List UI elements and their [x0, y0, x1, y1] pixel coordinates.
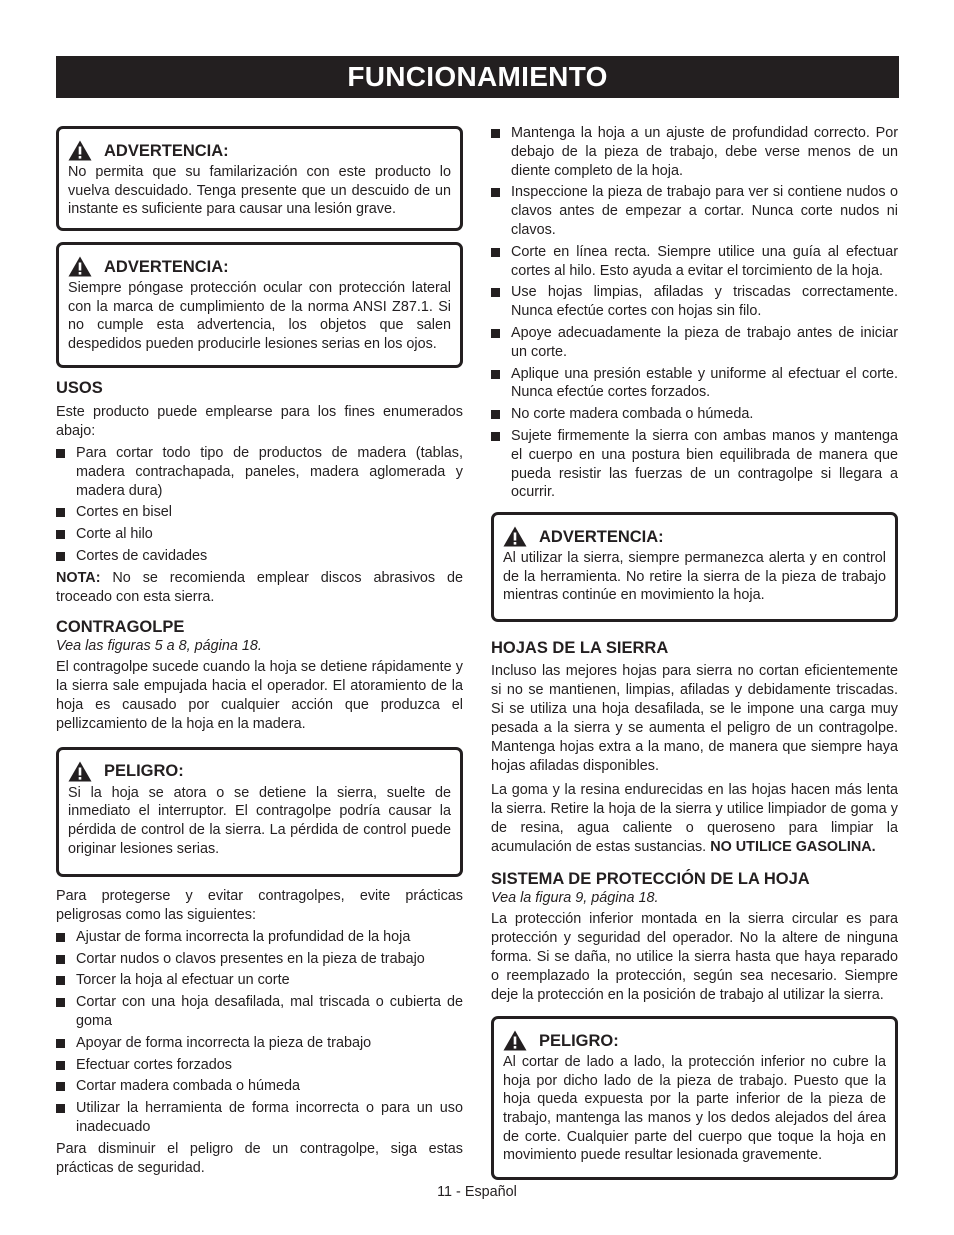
bullet-square-icon	[56, 552, 65, 561]
list-item: Mantenga la hoja a un ajuste de profundidad correcto. Por debajo de la pieza de trabajo, debe verse menos de un diente completo de la hoja.	[491, 124, 898, 180]
hojas-paragraph-2: La goma y la resina endurecidas en las hojas hacen más lenta la sierra. Retire la hoja de la sierra y utilice limpiador de goma y de resina, agua caliente o queroseno para limpiar la acumulación de estas sustancias. NO UTILICE GASOLINA.	[491, 782, 898, 856]
section-heading-contragolpe: CONTRAGOLPE	[56, 617, 185, 636]
warning-text: No permita que su familarización con este producto lo vuelva descuidado. Tenga presente que un descuido de un instante es suficiente para causar una lesión grave.	[68, 164, 451, 218]
list-item: Corte al hilo	[56, 525, 463, 544]
bullet-square-icon	[56, 955, 65, 964]
list-item: Cortar madera combada o húmeda	[56, 1077, 463, 1096]
list-item: Apoye adecuadamente la pieza de trabajo antes de iniciar un corte.	[491, 324, 898, 362]
bullet-square-icon	[56, 998, 65, 1007]
contragolpe-text: El contragolpe sucede cuando la hoja se detiene rápidamente y la sierra sale empujada hacia el operador. El atoramiento de la hoja es causado por cualquier acción que produzca el pellizcamiento de la hoja en la madera.	[56, 658, 463, 732]
bullet-square-icon	[56, 530, 65, 539]
warning-heading	[68, 256, 451, 277]
bullet-square-icon	[491, 248, 500, 257]
bullet-square-icon	[56, 1061, 65, 1070]
usos-list	[56, 444, 463, 566]
warning-heading	[503, 526, 886, 547]
practicas-list	[56, 928, 463, 1137]
bullet-square-icon	[56, 508, 65, 517]
bullet-square-icon	[491, 432, 500, 441]
bullet-square-icon	[491, 288, 500, 297]
practicas-outro: Para disminuir el peligro de un contragolpe, siga estas prácticas de seguridad.	[56, 1140, 463, 1176]
list-item: Para cortar todo tipo de productos de madera (tablas, madera contrachapada, paneles, madera aglomerada y madera dura)	[56, 444, 463, 500]
list-item: Apoyar de forma incorrecta la pieza de trabajo	[56, 1034, 463, 1053]
danger-heading	[68, 761, 451, 782]
bullet-square-icon	[491, 129, 500, 138]
warning-text: Al utilizar la sierra, siempre permanezca alerta y en control de la herramienta. No retire la sierra de la pieza de trabajo mientras continúe en movimiento la hoja.	[503, 550, 886, 604]
warning-triangle-icon	[68, 256, 92, 277]
warning-title: ADVERTENCIA:	[539, 527, 664, 546]
warning-heading	[68, 140, 451, 161]
warning-text: Siempre póngase protección ocular con protección lateral con la marca de cumplimiento de la norma ANSI Z87.1. Si no cumple esta advertencia, los objetos que salen despedidos pueden producirle lesiones serias en los ojos.	[68, 280, 451, 352]
danger-box-kickback	[56, 747, 463, 877]
sistema-text: La protección inferior montada en la sierra circular es para protección y seguridad del operador. No la altere de ninguna forma. Si se daña, no utilice la sierra hasta que haya reparado o reemplazado la protección, según sea necesario. Siempre deje la protección en la posición de trabajo al utilizar la sierra.	[491, 911, 898, 1004]
bullet-square-icon	[56, 1082, 65, 1091]
list-item: Torcer la hoja al efectuar un corte	[56, 971, 463, 990]
list-item: Utilizar la herramienta de forma incorrecta o para un uso inadecuado	[56, 1099, 463, 1137]
usos-note: NOTA: No se recomienda emplear discos abrasivos de troceado con esta sierra.	[56, 569, 463, 605]
warning-title: ADVERTENCIA:	[104, 257, 229, 276]
bullet-square-icon	[491, 329, 500, 338]
left-column	[56, 126, 463, 1178]
page-title: FUNCIONAMIENTO	[56, 56, 899, 98]
list-item: Cortes de cavidades	[56, 547, 463, 566]
list-item: Inspeccione la pieza de trabajo para ver si contiene nudos o clavos antes de empezar a cortar. Nunca corte nudos ni clavos.	[491, 183, 898, 239]
bullet-square-icon	[56, 933, 65, 942]
bullet-square-icon	[491, 410, 500, 419]
bullet-square-icon	[56, 1104, 65, 1113]
warning-box-eye-protection	[56, 242, 463, 368]
list-item: Use hojas limpias, afiladas y triscadas correctamente. Nunca efectúe cortes con hojas sin filo.	[491, 283, 898, 321]
danger-title: PELIGRO:	[104, 762, 184, 781]
section-heading-hojas: HOJAS DE LA SIERRA	[491, 639, 669, 658]
warning-triangle-icon	[503, 1030, 527, 1051]
bullet-square-icon	[56, 1039, 65, 1048]
bullet-square-icon	[56, 976, 65, 985]
list-item: No corte madera combada o húmeda.	[491, 405, 898, 424]
page-number: 11 - Español	[437, 1184, 517, 1200]
list-item: Cortar con una hoja desafilada, mal triscada o cubierta de goma	[56, 993, 463, 1031]
list-item: Efectuar cortes forzados	[56, 1056, 463, 1075]
section-heading-sistema: SISTEMA DE PROTECCIÓN DE LA HOJA	[491, 870, 810, 889]
usos-intro: Este producto puede emplearse para los fines enumerados abajo:	[56, 404, 463, 439]
bullet-square-icon	[56, 449, 65, 458]
list-item: Cortar nudos o clavos presentes en la pieza de trabajo	[56, 950, 463, 969]
figure-reference: Vea la figura 9, página 18.	[491, 890, 659, 907]
danger-title: PELIGRO:	[539, 1031, 619, 1050]
right-column	[491, 124, 898, 1180]
list-item: Ajustar de forma incorrecta la profundidad de la hoja	[56, 928, 463, 947]
bullet-square-icon	[491, 370, 500, 379]
warning-triangle-icon	[503, 526, 527, 547]
warning-triangle-icon	[68, 140, 92, 161]
warning-title: ADVERTENCIA:	[104, 141, 229, 160]
safety-practices-list	[491, 124, 898, 502]
list-item: Cortes en bisel	[56, 503, 463, 522]
warning-box-familiarity	[56, 126, 463, 231]
practicas-intro: Para protegerse y evitar contragolpes, evite prácticas peligrosas como las siguientes:	[56, 887, 463, 923]
section-heading-usos: USOS	[56, 379, 103, 397]
danger-text: Al cortar de lado a lado, la protección inferior no cubre la hoja por dicho lado de la pieza de trabajo. Puesto que la hoja queda expuesta por la parte inferior de la pieza de trabajo, mantenga las manos y los dedos alejados del área de corte. Cualquier parte del cuerpo que toque la hoja en movimiento puede resultar lesionada gravemente.	[503, 1054, 886, 1164]
danger-box-guard	[491, 1016, 898, 1180]
list-item: Corte en línea recta. Siempre utilice una guía al efectuar cortes al hilo. Esto ayuda a evitar el torcimiento de la hoja.	[491, 243, 898, 281]
list-item: Aplique una presión estable y uniforme al efectuar el corte. Nunca efectúe cortes forzados.	[491, 365, 898, 403]
figure-reference: Vea las figuras 5 a 8, página 18.	[56, 637, 262, 654]
warning-triangle-icon	[68, 761, 92, 782]
bullet-square-icon	[491, 188, 500, 197]
warning-box-alert	[491, 512, 898, 622]
danger-text: Si la hoja se atora o se detiene la sierra, suelte de inmediato el interruptor. El contragolpe podría causar la pérdida de control de la sierra. La pérdida de control puede originar lesiones serias.	[68, 784, 451, 857]
list-item: Sujete firmemente la sierra con ambas manos y mantenga el cuerpo en una postura bien equilibrada de manera que pueda resistir las fuerzas de un contragolpe si llegara a ocurrir.	[491, 427, 898, 502]
hojas-paragraph-1: Incluso las mejores hojas para sierra no cortan eficientemente si no se mantienen, limpias, afiladas y debidamente triscadas. Si se utiliza una hoja desafilada, se le impone una carga muy pesada a la sierra y se aumenta el peligro de un contragolpe. Mantenga hojas extra a la mano, de manera que siempre haya hojas afiladas disponibles.	[491, 663, 898, 775]
danger-heading	[503, 1030, 886, 1051]
